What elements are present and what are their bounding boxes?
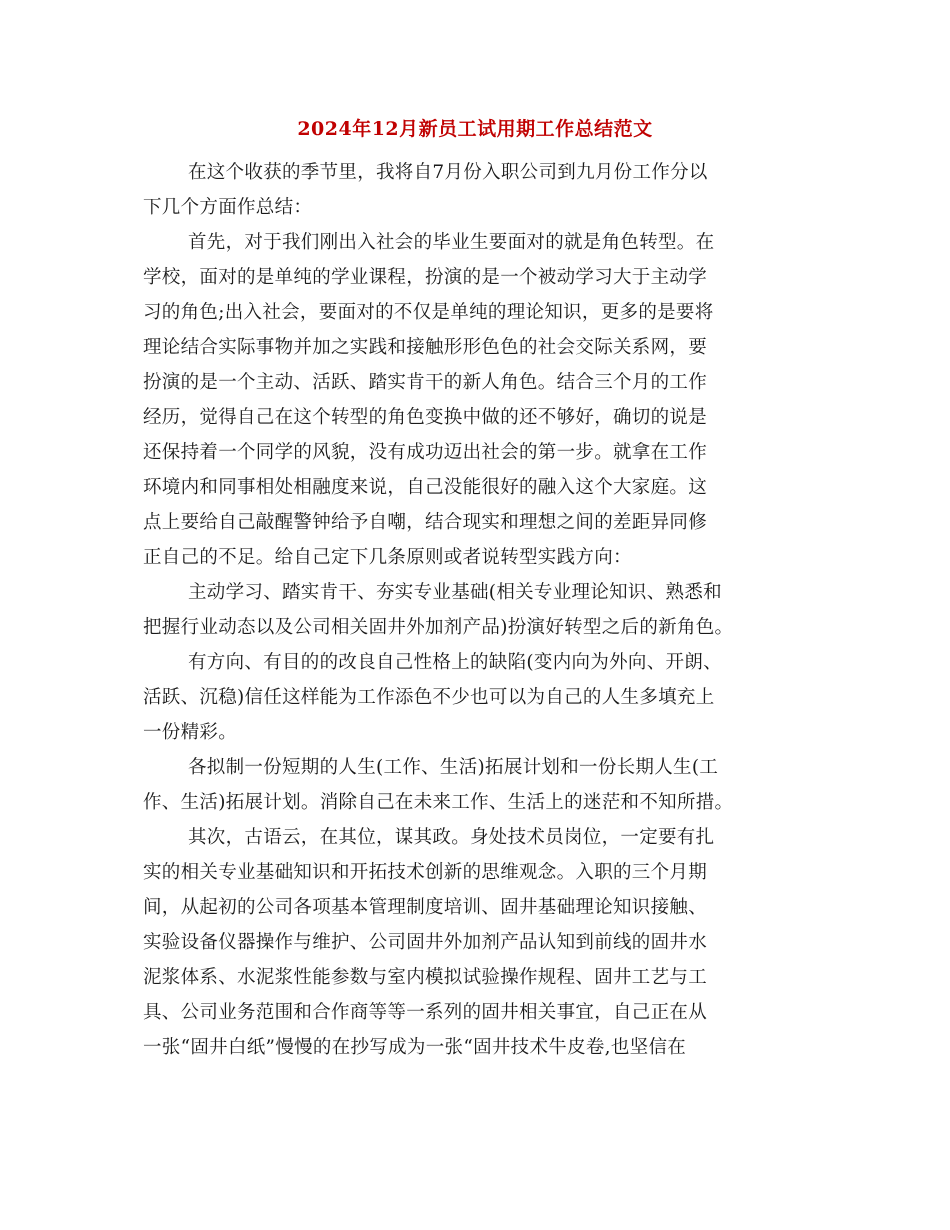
text-line: 首先，对于我们刚出入社会的毕业生要面对的就是角色转型。在 xyxy=(188,232,715,253)
text-line: 有方向、有目的的改良自己性格上的缺陷(变内向为外向、开朗、 xyxy=(188,652,722,673)
text-line: 具、公司业务范围和合作商等等一系列的固井相关事宜，自己正在从 xyxy=(143,1002,708,1023)
document-body xyxy=(143,155,811,1065)
text-line: 作、生活)拓展计划。消除自己在未来工作、生活上的迷茫和不知所措。 xyxy=(143,792,734,813)
text-line: 实验设备仪器操作与维护、公司固井外加剂产品认知到前线的固井水 xyxy=(143,932,708,953)
text-line: 理论结合实际事物并加之实践和接触形形色色的社会交际关系网，要 xyxy=(143,337,708,358)
text-line: 正自己的不足。给自己定下几条原则或者说转型实践方向： xyxy=(143,547,632,568)
text-line: 实的相关专业基础知识和开拓技术创新的思维观念。入职的三个月期 xyxy=(143,862,708,883)
text-line: 学校，面对的是单纯的学业课程，扮演的是一个被动学习大于主动学 xyxy=(143,267,708,288)
text-line: 习的角色;出入社会，要面对的不仅是单纯的理论知识，更多的是要将 xyxy=(143,302,714,323)
text-line: 点上要给自己敲醒警钟给予自嘲，结合现实和理想之间的差距异同修 xyxy=(143,512,708,533)
text-line: 扮演的是一个主动、活跃、踏实肯干的新人角色。结合三个月的工作 xyxy=(143,372,708,393)
text-line: 经历，觉得自己在这个转型的角色变换中做的还不够好，确切的说是 xyxy=(143,407,708,428)
text-line: 活跃、沉稳)信任这样能为工作添色不少也可以为自己的人生多填充上 xyxy=(143,687,715,708)
text-line: 一份精彩。 xyxy=(143,722,238,743)
text-line: 间，从起初的公司各项基本管理制度培训、固井基础理论知识接触、 xyxy=(143,897,708,918)
text-line: 在这个收获的季节里，我将自7月份入职公司到九月份工作分以 xyxy=(188,162,708,183)
text-line: 泥浆体系、水泥浆性能参数与室内模拟试验操作规程、固井工艺与工 xyxy=(143,967,708,988)
text-line: 把握行业动态以及公司相关固井外加剂产品)扮演好转型之后的新角色。 xyxy=(143,617,734,638)
text-line: 一张“固井白纸”慢慢的在抄写成为一张“固井技术牛皮卷,也坚信在 xyxy=(143,1037,687,1058)
text-line: 各拟制一份短期的人生(工作、生活)拓展计划和一份长期人生(工 xyxy=(188,757,719,778)
text-line: 还保持着一个同学的风貌，没有成功迈出社会的第一步。就拿在工作 xyxy=(143,442,708,463)
text-line: 下几个方面作总结： xyxy=(143,197,313,218)
document-title: 2024年12月新员工试用期工作总结范文 xyxy=(297,118,653,140)
text-line: 其次，古语云，在其位，谋其政。身处技术员岗位，一定要有扎 xyxy=(188,827,715,848)
text-line: 环境内和同事相处相融度来说，自己没能很好的融入这个大家庭。这 xyxy=(143,477,708,498)
text-line: 主动学习、踏实肯干、夯实专业基础(相关专业理论知识、熟悉和 xyxy=(188,582,722,603)
